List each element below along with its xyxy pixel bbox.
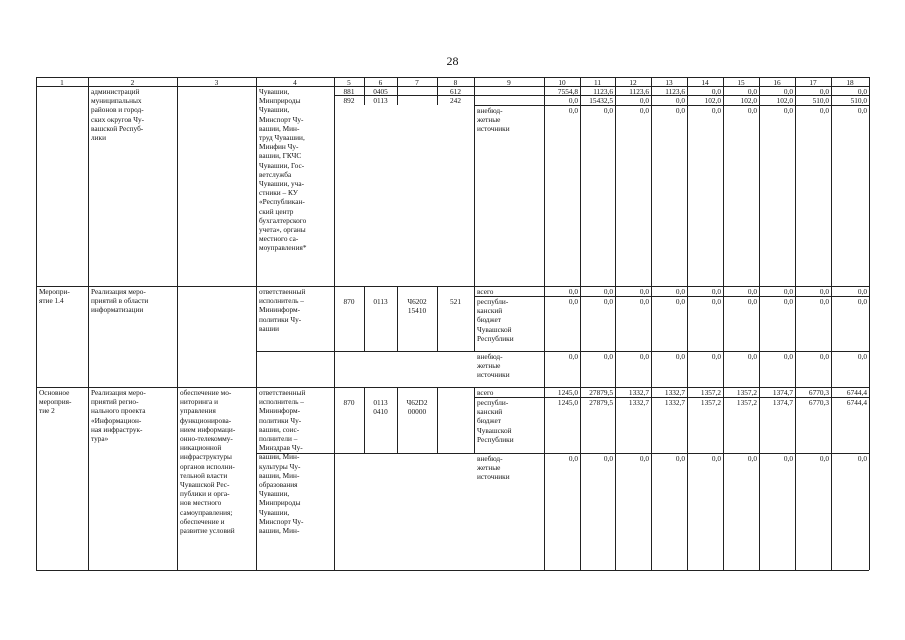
amount-cell: 0,0 — [747, 352, 757, 361]
amount-cell: 0,0 — [675, 95, 685, 105]
grbs-code: 870 — [343, 398, 355, 407]
funding-source: республи- канский бюджет Чувашской Республики — [477, 398, 514, 444]
amount-cell: 0,0 — [819, 106, 829, 115]
amount-cell: 0,0 — [639, 286, 649, 296]
amount-cell: 0,0 — [857, 106, 867, 115]
amount-cell: 7554,8 — [557, 86, 578, 96]
table-rule — [474, 286, 475, 351]
amount-cell: 0,0 — [857, 297, 867, 306]
amount-cell: 0,0 — [603, 297, 613, 306]
amount-cell: 102,0 — [740, 95, 757, 105]
amount-cell: 0,0 — [857, 86, 867, 96]
amount-cell: 0,0 — [857, 286, 867, 296]
amount-cell: 0,0 — [568, 352, 578, 361]
amount-cell: 0,0 — [603, 454, 613, 463]
amount-cell: 1123,6 — [665, 86, 685, 96]
amount-cell: 6744,4 — [846, 387, 867, 397]
amount-cell: 0,0 — [783, 286, 793, 296]
amount-cell: 0,0 — [639, 95, 649, 105]
table-rule — [651, 77, 652, 570]
table-rule — [397, 86, 398, 105]
table-rule — [36, 570, 869, 571]
table-rule — [36, 77, 37, 570]
table-rule — [474, 86, 475, 286]
column-header: 3 — [214, 77, 219, 87]
amount-cell: 0,0 — [711, 454, 721, 463]
column-header: 5 — [347, 77, 351, 87]
amount-cell: 0,0 — [783, 297, 793, 306]
amount-cell: 0,0 — [783, 106, 793, 115]
column-header: 10 — [558, 77, 566, 87]
amount-cell: 0,0 — [568, 297, 578, 306]
column-header: 4 — [293, 77, 297, 87]
section-code: 0405 — [373, 86, 388, 96]
table-rule — [795, 77, 796, 570]
table-rule — [177, 77, 178, 570]
amount-cell: 0,0 — [675, 106, 685, 115]
amount-cell: 1332,7 — [628, 387, 649, 397]
table-rule — [364, 387, 365, 453]
activity-text: администраций муниципальных районов и город- ских округов Чу- вашской Респуб- лики — [91, 87, 145, 143]
amount-cell: 510,0 — [812, 95, 829, 105]
column-header: 12 — [629, 77, 637, 87]
amount-cell: 0,0 — [603, 106, 613, 115]
column-header: 14 — [701, 77, 709, 87]
amount-cell: 0,0 — [819, 454, 829, 463]
amount-cell: 0,0 — [675, 352, 685, 361]
column-header: 11 — [593, 77, 602, 87]
amount-cell: 0,0 — [747, 297, 757, 306]
funding-source: всего — [477, 286, 494, 296]
column-header: 9 — [507, 77, 511, 87]
amount-cell: 0,0 — [783, 86, 793, 96]
target-item-code: Ч6202 15410 — [407, 297, 427, 316]
section-code: 0113 — [373, 95, 388, 105]
table-rule — [723, 77, 724, 570]
table-rule — [397, 286, 398, 351]
amount-cell: 0,0 — [711, 352, 721, 361]
activity-text: Реализация меро- приятий в области информатизации — [91, 287, 149, 315]
amount-cell: 1374,7 — [772, 398, 793, 407]
table-rule — [474, 387, 475, 453]
executor-text: ответственный исполнитель – Мининформ- политики Чу- вашии — [259, 287, 306, 333]
amount-cell: 1332,7 — [664, 398, 685, 407]
table-rule — [437, 286, 438, 351]
column-header: 16 — [773, 77, 781, 87]
amount-cell: 0,0 — [568, 95, 578, 105]
table-rule — [580, 77, 581, 570]
amount-cell: 1123,6 — [629, 86, 649, 96]
column-header: 7 — [415, 77, 419, 87]
amount-cell: 0,0 — [857, 454, 867, 463]
amount-cell: 0,0 — [819, 286, 829, 296]
amount-cell: 1245,0 — [557, 398, 578, 407]
amount-cell: 1357,2 — [736, 387, 757, 397]
amount-cell: 6770,3 — [808, 387, 829, 397]
amount-cell: 1357,2 — [700, 387, 721, 397]
grbs-code: 870 — [343, 297, 355, 306]
amount-cell: 102,0 — [704, 95, 721, 105]
table-rule — [687, 77, 688, 570]
expense-type-code: 612 — [450, 86, 461, 96]
amount-cell: 0,0 — [711, 286, 721, 296]
amount-cell: 0,0 — [783, 352, 793, 361]
column-header: 1 — [60, 77, 64, 87]
amount-cell: 0,0 — [819, 297, 829, 306]
amount-cell: 1374,7 — [772, 387, 793, 397]
table-rule — [334, 77, 335, 570]
amount-cell: 0,0 — [819, 86, 829, 96]
table-rule — [397, 387, 398, 453]
funding-source: республи- канский бюджет Чувашской Республики — [477, 297, 514, 343]
column-header: 8 — [453, 77, 458, 87]
column-header: 13 — [665, 77, 673, 87]
executor-text: Чувашии, Минприроды Чувашии, Минспорт Чу- вашии, Мин- труд Чувашии, Минфин Чу- вашии, ГКЧС Чувашии, Гос- ветслужба Чувашии, уча- стники – КУ «Республикан- ский центр бухгалтерского учета», органы местного са- моуправления* — [259, 87, 307, 253]
amount-cell: 0,0 — [603, 352, 613, 361]
executor-text: ответственный исполнитель – Мининформ- политики Чу- вашии, соис- полнители – Минздрав Чу- вашии, Мин- культуры Чу- вашии, Мин- образования Чувашии, Минприроды Чувашии, Минспорт Чу- вашии, Мин- — [259, 388, 306, 536]
amount-cell: 0,0 — [747, 106, 757, 115]
expense-type-code: 521 — [450, 297, 461, 306]
section-code: 0113 — [373, 297, 388, 306]
funding-source: внебюд- жетные источники — [477, 454, 510, 482]
amount-cell: 0,0 — [747, 86, 757, 96]
column-header: 6 — [378, 77, 383, 87]
amount-cell: 0,0 — [675, 286, 685, 296]
amount-cell: 0,0 — [639, 454, 649, 463]
measure-label: Меропри- ятие 1.4 — [39, 287, 70, 306]
table-rule — [437, 387, 438, 453]
grbs-code: 892 — [343, 95, 355, 105]
amount-cell: 0,0 — [819, 352, 829, 361]
table-rule — [831, 77, 832, 570]
page-number: 28 — [446, 54, 459, 68]
amount-cell: 0,0 — [639, 352, 649, 361]
funding-source: внебюд- жетные источники — [477, 106, 510, 134]
funding-source: внебюд- жетные источники — [477, 352, 510, 380]
expense-type-code: 242 — [450, 95, 461, 105]
amount-cell: 0,0 — [639, 297, 649, 306]
table-rule — [615, 77, 616, 570]
table-rule — [88, 77, 89, 570]
amount-cell: 0,0 — [747, 286, 757, 296]
amount-cell: 6770,3 — [808, 398, 829, 407]
amount-cell: 1332,7 — [664, 387, 685, 397]
funding-source: всего — [477, 387, 494, 397]
table-rule — [364, 286, 365, 351]
amount-cell: 0,0 — [603, 286, 613, 296]
activity-text: Реализация меро- приятий регио- нального проекта «Информацион- ная инфраструк- тура» — [91, 388, 146, 444]
amount-cell: 1357,2 — [736, 398, 757, 407]
amount-cell: 1332,7 — [628, 398, 649, 407]
table-rule — [869, 77, 870, 570]
column-header: 15 — [737, 77, 745, 87]
amount-cell: 0,0 — [568, 454, 578, 463]
amount-cell: 27879,5 — [589, 398, 613, 407]
amount-cell: 1123,6 — [593, 86, 613, 96]
table-rule — [256, 77, 257, 570]
amount-cell: 102,0 — [776, 95, 793, 105]
column-header: 17 — [809, 77, 817, 87]
amount-cell: 6744,4 — [846, 398, 867, 407]
amount-cell: 510,0 — [850, 95, 867, 105]
measure-label: Основное мероприя- тие 2 — [39, 388, 72, 416]
column-header: 2 — [130, 77, 135, 87]
amount-cell: 0,0 — [783, 454, 793, 463]
table-rule — [759, 77, 760, 570]
amount-cell: 0,0 — [857, 352, 867, 361]
amount-cell: 0,0 — [711, 86, 721, 96]
amount-cell: 0,0 — [568, 286, 578, 296]
table-rule — [544, 77, 545, 570]
amount-cell: 27879,5 — [589, 387, 613, 397]
expected-result-text: обеспечение мо- ниторинга и управления функционирова- нием информаци- онно-телекомму- никационной инфраструктуры органов исполни- тельной власти Чувашской Рес- публики и орга- нов местного самоуправления; обеспечение и развитие условий — [180, 388, 236, 536]
grbs-code: 881 — [343, 86, 355, 96]
amount-cell: 0,0 — [711, 106, 721, 115]
amount-cell: 0,0 — [639, 106, 649, 115]
amount-cell: 0,0 — [675, 454, 685, 463]
amount-cell: 1357,2 — [700, 398, 721, 407]
amount-cell: 0,0 — [675, 297, 685, 306]
section-code: 0113 0410 — [373, 398, 388, 417]
amount-cell: 0,0 — [711, 297, 721, 306]
amount-cell: 15432,5 — [589, 95, 613, 105]
target-item-code: Ч62D2 00000 — [406, 398, 428, 417]
amount-cell: 0,0 — [568, 106, 578, 115]
column-header: 18 — [846, 77, 854, 87]
amount-cell: 0,0 — [747, 454, 757, 463]
amount-cell: 1245,0 — [557, 387, 578, 397]
